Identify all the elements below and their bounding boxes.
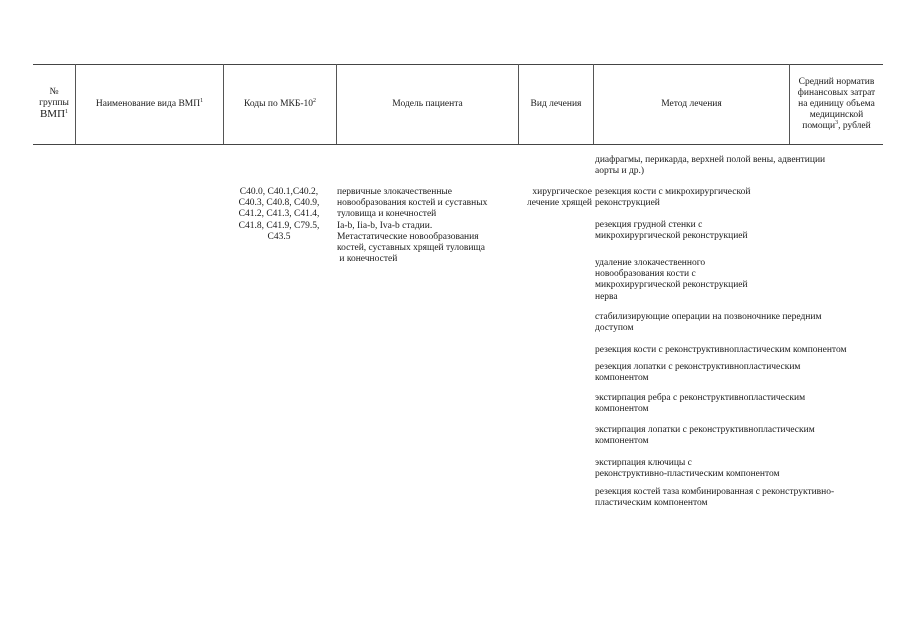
method-item: [595, 155, 885, 177]
treatment-type-cell: [510, 187, 592, 209]
footnote-mark: 2: [313, 97, 317, 104]
header-treatment-type-label: Вид лечения: [530, 98, 582, 109]
method-line: резекция грудной стенки с: [595, 220, 703, 230]
method-item: [595, 425, 885, 447]
method-line: компонентом: [595, 404, 649, 415]
method-line: компонентом: [595, 436, 649, 447]
patient-model-line: первичные злокачественные: [337, 187, 453, 197]
method-line: аорты и др.): [595, 166, 645, 177]
method-line: резекция лопатки с реконструктивнопластическим: [595, 362, 801, 372]
icd-codes-cell: [226, 187, 332, 243]
patient-model-line: и конечностей: [337, 254, 398, 265]
method-item: [595, 362, 885, 384]
header-group-line: ВМП: [39, 108, 66, 120]
method-line: стабилизирующие операции на позвоночнике передним: [595, 312, 822, 322]
patient-model-line: костей, суставных хрящей туловища: [337, 243, 485, 254]
footnote-mark: 3: [835, 119, 839, 126]
footnote-mark: 1: [200, 97, 204, 104]
header-cost-line-tail: , рублей: [838, 120, 871, 131]
method-item: [595, 187, 885, 209]
method-item: [595, 258, 885, 303]
header-group-line: группы: [39, 98, 69, 108]
icd-codes-line: C41.2, C41.3, C41.4,: [238, 209, 320, 220]
header-patient-model-label: Модель пациента: [392, 98, 463, 109]
method-line: реконструктивно-пластическим компонентом: [595, 469, 780, 480]
table-header-bottom-border: [33, 144, 883, 145]
method-item: [595, 345, 885, 356]
header-icd-codes: [224, 64, 336, 144]
method-item: [595, 458, 885, 480]
method-line: реконструкцией: [595, 198, 660, 209]
footnote-mark: 1: [65, 108, 69, 115]
header-cost-line: медицинской: [809, 109, 864, 120]
method-line: пластическим компонентом: [595, 498, 708, 509]
header-treatment-method-label: Метод лечения: [661, 98, 722, 109]
patient-model-line: новообразования костей и суставных: [337, 198, 488, 209]
header-vmp-name-label: Наименование вида ВМП: [95, 98, 201, 109]
header-cost-norm: [790, 64, 883, 144]
method-line: резекция кости с реконструктивнопластическим компонентом: [595, 345, 847, 355]
method-item: [595, 220, 885, 242]
treatment-type-line: лечение хрящей: [527, 198, 592, 209]
method-line: нерва: [595, 291, 618, 302]
method-line: микрохирургической реконструкцией: [595, 231, 748, 242]
header-cost-line: Средний норматив: [798, 76, 875, 87]
method-line: микрохирургической реконструкцией: [595, 280, 748, 291]
header-cost-line: финансовых затрат: [797, 87, 876, 98]
method-line: удаление злокачественного: [595, 258, 706, 268]
method-line: резекция костей таза комбинированная с реконструктивно-: [595, 487, 835, 497]
header-group-line: №: [49, 87, 59, 97]
method-line: диафрагмы, перикарда, верхней полой вены, адвентиции: [595, 155, 826, 165]
method-item: [595, 312, 885, 334]
treatment-type-line: хирургическое: [532, 187, 592, 197]
header-cost-line: помощи: [802, 120, 836, 131]
header-treatment-type: [519, 64, 593, 144]
icd-codes-line: C43.5: [267, 231, 291, 242]
icd-codes-line: C40.0, C40.1,C40.2,: [239, 187, 319, 197]
icd-codes-line: C41.8, C41.9, C79.5,: [238, 220, 320, 231]
header-patient-model: [337, 64, 518, 144]
header-icd-codes-label: Коды по МКБ-10: [243, 98, 314, 109]
method-item: [595, 487, 885, 509]
method-line: компонентом: [595, 373, 649, 384]
header-vmp-name: [76, 64, 223, 144]
patient-model-cell: [337, 187, 517, 265]
icd-codes-line: C40.3, C40.8, C40.9,: [238, 198, 320, 209]
header-cost-line: на единицу объема: [798, 98, 875, 109]
method-line: экстирпация лопатки с реконструктивнопластическим: [595, 425, 815, 435]
patient-model-line: Ia-b, Iia-b, Iva-b стадии.: [337, 220, 433, 231]
method-line: доступом: [595, 323, 634, 334]
header-treatment-method: [594, 64, 789, 144]
patient-model-line: Метастатические новообразования: [337, 231, 479, 242]
method-item: [595, 393, 885, 415]
method-line: новообразования кости с: [595, 269, 696, 280]
method-line: резекция кости с микрохирургической: [595, 187, 751, 197]
method-line: экстирпация ключицы с: [595, 458, 692, 468]
header-group-number: [33, 64, 75, 144]
method-line: экстирпация ребра с реконструктивнопластическим: [595, 393, 806, 403]
patient-model-line: туловища и конечностей: [337, 209, 437, 220]
